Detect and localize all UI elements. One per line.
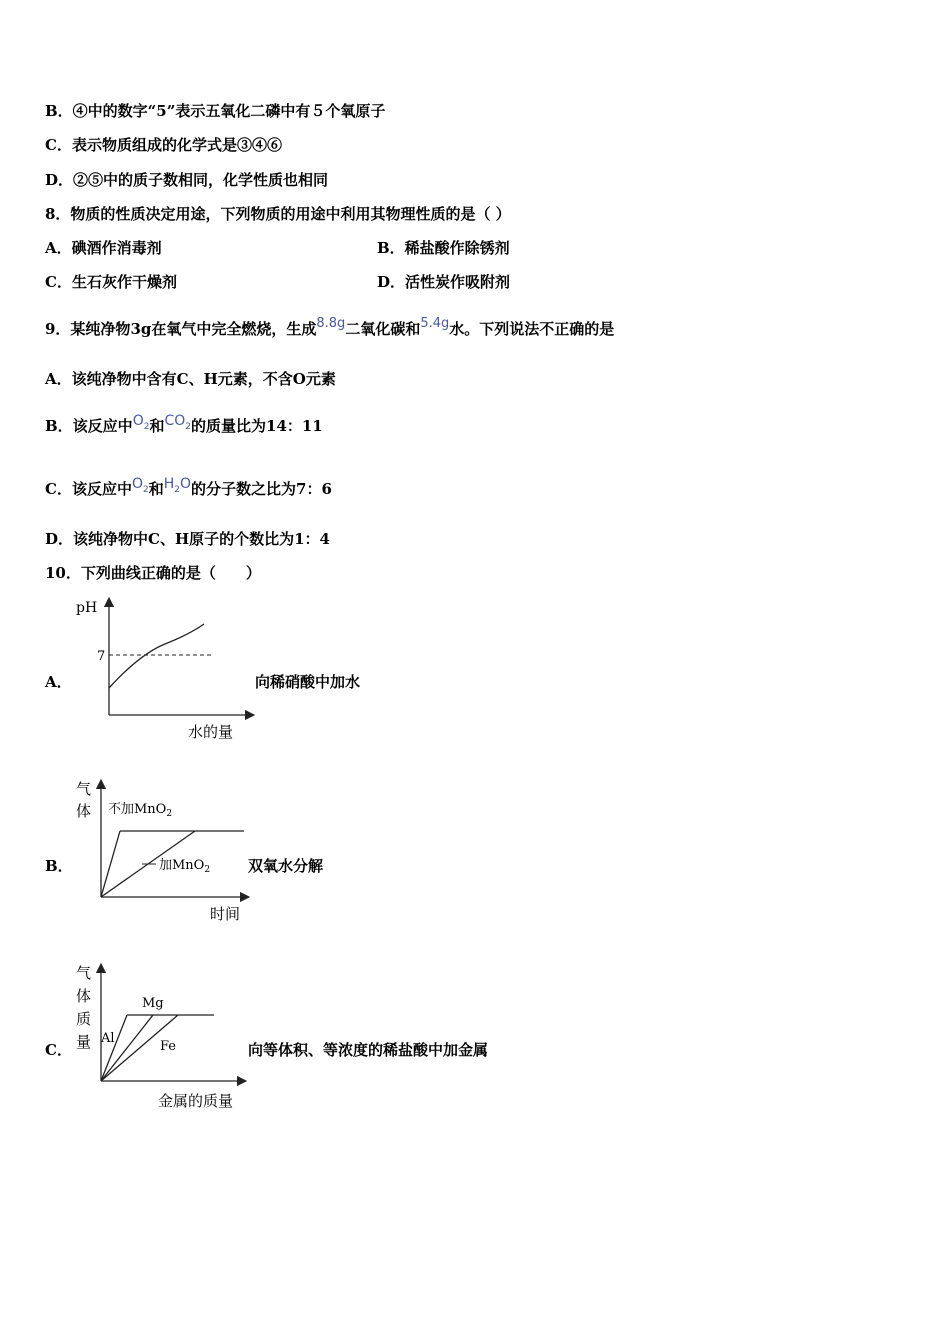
- y-axis-label: 体: [76, 987, 92, 1005]
- q10-option-c-text: 向等体积、等浓度的稀盐酸中加金属: [248, 1041, 489, 1059]
- q10-option-b-text: 双氧水分解: [248, 857, 324, 875]
- q8-option-c: C．生石灰作干燥剂: [45, 273, 177, 291]
- al-label: Al: [101, 1031, 115, 1046]
- y-axis-label: 气: [76, 964, 92, 982]
- mg-label: Mg: [142, 996, 164, 1011]
- formula-symbol: O: [132, 413, 144, 429]
- curve-label-no-mno2: [108, 801, 172, 819]
- formula-o2: [131, 476, 149, 495]
- q7-option-b: B．④中的数字“5”表示五氧化二磷中有５个氧原子: [45, 102, 386, 120]
- q8-option-b: B．稀盐酸作除锈剂: [377, 239, 510, 257]
- q9-option-b: [45, 413, 323, 443]
- q9-option-c: [45, 476, 332, 506]
- fe-label: Fe: [160, 1039, 177, 1054]
- q9-option-b-text: 和: [149, 417, 165, 435]
- q8-stem: 8．物质的性质决定用途，下列物质的用途中利用其物理性质的是（ ）: [45, 205, 511, 223]
- ph-curve: [109, 624, 204, 688]
- x-axis-label: 金属的质量: [158, 1092, 234, 1110]
- q9-option-b-text: 的质量比为14：11: [191, 417, 323, 435]
- formula-o2: [132, 413, 150, 432]
- q9-stem-text: 水。下列说法不正确的是: [449, 320, 615, 338]
- x-axis-label: 时间: [210, 905, 241, 923]
- q9-option-a: A．该纯净物中含有C、H元素，不含O元素: [45, 370, 336, 388]
- y-axis-label: 质: [76, 1010, 92, 1028]
- gas-metal-graph: [70, 958, 250, 1110]
- q8-option-a: A．碘酒作消毒剂: [45, 239, 162, 257]
- formula-symbol: O: [131, 476, 143, 492]
- ph-axis-label: pH: [76, 600, 98, 616]
- curve-label-text: 加MnO: [159, 858, 205, 873]
- al-curve: [101, 1015, 127, 1081]
- mass-co2: 8.8g: [316, 316, 346, 331]
- curve-label-sub: 2: [166, 809, 173, 819]
- q7-option-c: C．表示物质组成的化学式是③④⑥: [45, 136, 282, 154]
- q9-option-c-text: 和: [148, 480, 164, 498]
- q9-option-d: D．该纯净物中C、H原子的个数比为1：4: [45, 530, 330, 548]
- formula-symbol: O: [180, 476, 192, 492]
- formula-co2: [164, 413, 191, 432]
- q9-option-c-text: C．该反应中: [45, 480, 132, 498]
- y-axis-label: 气: [76, 780, 92, 798]
- y-axis-label: 体: [76, 802, 92, 820]
- curve-label-with-mno2: [159, 857, 210, 875]
- gas-time-graph: [70, 774, 250, 926]
- q8-option-d: D．活性炭作吸附剂: [377, 273, 511, 291]
- q10-option-b-label: B．: [45, 857, 73, 875]
- formula-subscript: 2: [185, 421, 191, 432]
- q10-stem: 10．下列曲线正确的是（ ）: [45, 564, 261, 582]
- formula-symbol: H: [163, 476, 175, 492]
- q10-option-a-text: 向稀硝酸中加水: [255, 673, 361, 691]
- formula-symbol: CO: [164, 413, 186, 429]
- curve-label-text: 不加MnO: [108, 802, 167, 817]
- ph-tick-7: 7: [97, 649, 106, 664]
- mg-curve: [101, 1015, 153, 1081]
- q10-option-a-label: A．: [45, 673, 72, 691]
- formula-subscript: 2: [143, 421, 150, 432]
- mass-h2o: 5.4g: [420, 316, 450, 331]
- x-axis-label: 水的量: [188, 723, 234, 741]
- q9-stem-text: 9．某纯净物3g在氧气中完全燃烧，生成: [45, 320, 317, 338]
- formula-h2o: [163, 476, 192, 495]
- q9-option-b-text: B．该反应中: [45, 417, 133, 435]
- q7-option-d: D．②⑤中的质子数相同，化学性质也相同: [45, 171, 329, 189]
- y-axis-label: 量: [76, 1033, 92, 1051]
- q9-stem: [45, 316, 615, 341]
- formula-subscript: 2: [174, 484, 180, 495]
- q10-option-c-label: C．: [45, 1041, 72, 1059]
- q9-stem-text: 二氧化碳和: [345, 320, 421, 338]
- curve-no-mno2: [101, 831, 120, 897]
- curve-label-sub: 2: [204, 865, 211, 875]
- ph-graph: [70, 592, 255, 744]
- formula-subscript: 2: [142, 484, 149, 495]
- q9-option-c-text: 的分子数之比为7：6: [191, 480, 332, 498]
